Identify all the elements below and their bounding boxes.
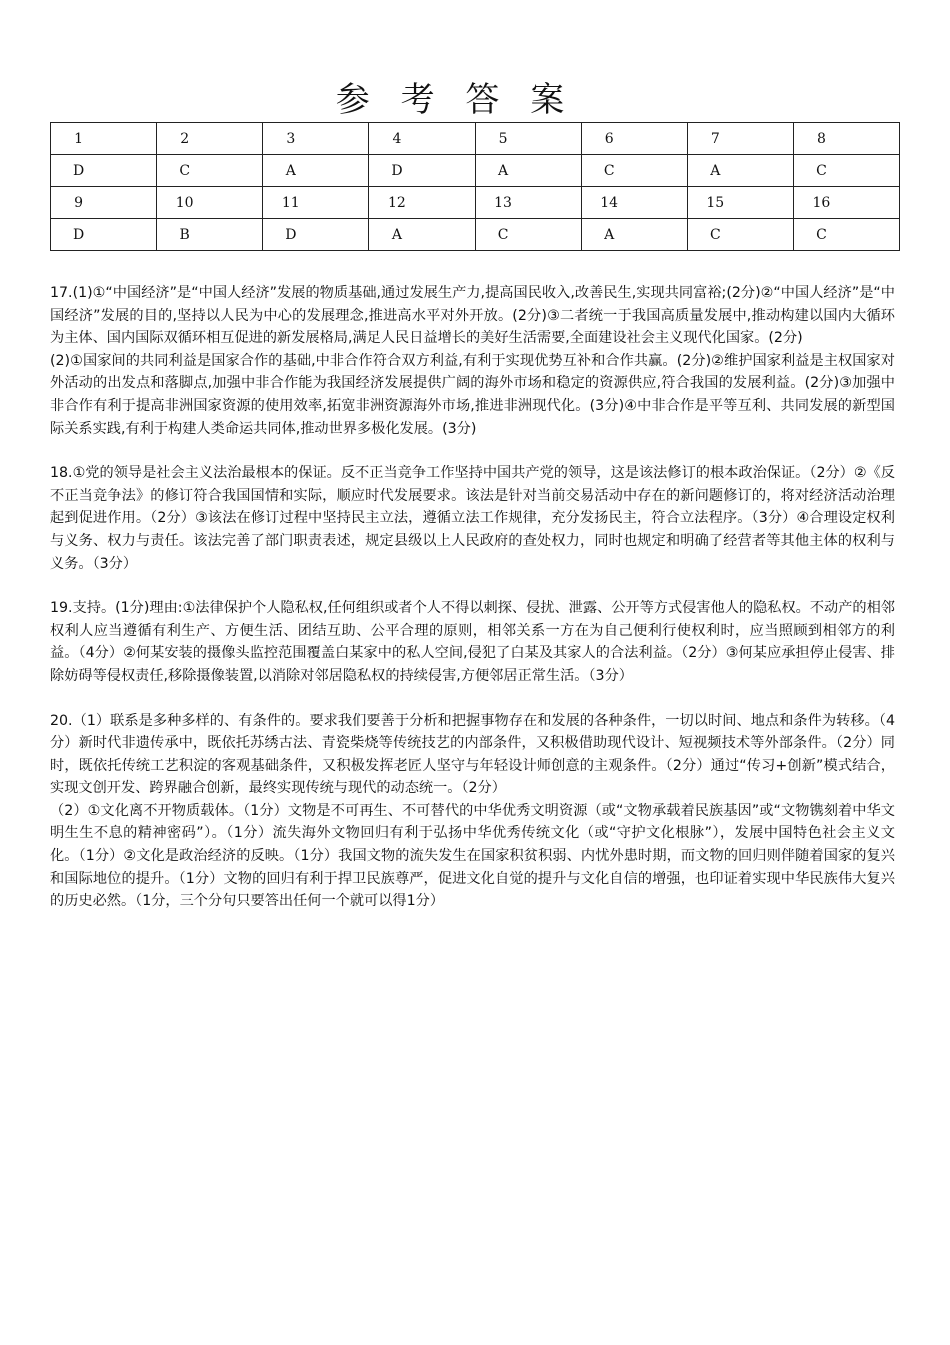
answer-letter: D <box>72 162 85 179</box>
section-gap <box>50 440 895 462</box>
answer-letter: C <box>603 162 615 179</box>
question-number-cell <box>344 123 450 155</box>
question-number-cell <box>26 123 132 155</box>
answer-letter-cell <box>556 155 662 187</box>
q20-part1-answer: 20.（1）联系是多种多样的、有条件的。要求我们要善于分析和把握事物存在和发展的各种条件，一切以时间、地点和条件为转移。（4分）新时代非遗传承中，既依托苏绣古法、青瓷柴烧等传统技艺的内部条件，又积极借助现代设计、短视频技术等外部条件。（2分）同时，既依托传统工艺积淀的客观基础条件，又积极发挥老匠人坚守与年轻设计师创意的主观条件。（2分）通过“传习+创新”模式结合，实现文创开发、跨界融合创新，最终实现传统与现代的动态统一。（2分） <box>50 712 895 797</box>
question-number-cell <box>26 187 132 219</box>
question-number: 4 <box>392 130 402 147</box>
question-number-cell <box>132 123 238 155</box>
question-number: 15 <box>706 194 725 211</box>
question-number: 5 <box>498 130 508 147</box>
question-number-row <box>51 187 900 219</box>
section-gap <box>50 688 895 710</box>
answer-letter-cell <box>132 219 238 251</box>
q18-answer: 18.①党的领导是社会主义法治最根本的保证。反不正当竞争工作坚持中国共产党的领导，这是该法修订的根本政治保证。（2分）②《反不正当竞争法》的修订符合我国国情和实际，顺应时代发展要求。该法是针对当前交易活动中存在的新问题修订的，将对经济活动治理起到促进作用。（2分）③该法在修订过程中坚持民主立法，遵循立法工作规律，充分发扬民主，符合立法程序。（3分）④合理设定权利与义务、权力与责任。该法完善了部门职责表述，规定县级以上人民政府的查处权力，同时也规定和明确了经营者等其他主体的权利与义务。（3分） <box>50 465 895 572</box>
question-number-cell <box>662 123 768 155</box>
q17-part1-answer: 17.(1)①“中国经济”是“中国人经济”发展的物质基础,通过发展生产力,提高国民收入,改善民生,实现共同富裕;(2分)②“中国人经济”是“中国经济”发展的目的,坚持以人民为中心的发展理念,推进高水平对外开放。(2分)③二者统一于我国高质量发展中,推动构建以国内大循环为主体、国内国际双循环相互促进的新发展格局,满足人民日益增长的美好生活需要,全面建设社会主义现代化国家。(2分) <box>50 285 895 347</box>
answer-letter: A <box>285 162 296 179</box>
answer-key-table-body <box>51 123 900 251</box>
answer-letter-cell <box>238 219 344 251</box>
answer-letter: A <box>604 226 615 243</box>
answer-letter-cell <box>450 155 556 187</box>
answer-letter-cell <box>344 155 450 187</box>
answer-key-table <box>50 122 900 251</box>
subjective-answers <box>50 282 895 913</box>
answer-letter: D <box>72 226 85 243</box>
answer-letter: C <box>179 162 191 179</box>
question-number: 6 <box>604 130 614 147</box>
answer-letter-cell <box>238 155 344 187</box>
question-number-cell <box>450 123 556 155</box>
answer-letter: A <box>498 162 509 179</box>
question-number: 14 <box>600 194 619 211</box>
question-number-cell <box>768 187 874 219</box>
q20-part2-answer: （2）①文化离不开物质载体。（1分）文物是不可再生、不可替代的中华优秀文明资源（或“文物承载着民族基因”或“文物镌刻着中华文明生生不息的精神密码”）。（1分）流失海外文物回归有利于弘扬中华优秀传统文化（或“守护文化根脉”），发展中国特色社会主义文化。（1分）②文化是政治经济的反映。（1分）我国文物的流失发生在国家积贫积弱、内忧外患时期，而文物的回归则伴随着国家的复兴和国际地位的提升。（1分）文物的回归有利于捍卫民族尊严，促进文化自觉的提升与文化自信的增强，也印证着实现中华民族伟大复兴的历史必然。（1分，三个分句只要答出任何一个就可以得1分） <box>50 802 895 910</box>
question-number: 16 <box>812 194 831 211</box>
question-number: 11 <box>281 194 300 211</box>
question-number-cell <box>768 123 874 155</box>
answer-letter-cell <box>768 219 874 251</box>
answer-letter: C <box>816 162 827 179</box>
question-number-cell <box>344 187 450 219</box>
question-number: 10 <box>175 194 194 211</box>
answer-letter-cell <box>344 219 450 251</box>
answer-letter-cell <box>662 219 768 251</box>
question-number-cell <box>556 187 662 219</box>
answer-letter: B <box>179 226 190 243</box>
answer-letter: C <box>497 226 509 243</box>
answer-letter: D <box>391 162 403 179</box>
answer-letter: A <box>391 226 402 243</box>
question-number-cell <box>556 123 662 155</box>
answer-letter-row <box>51 155 900 187</box>
answer-letter-cell <box>662 155 768 187</box>
answer-letter-cell <box>556 219 662 251</box>
question-number: 3 <box>286 130 296 147</box>
answer-letter: C <box>709 226 721 243</box>
section-gap <box>50 575 895 597</box>
question-number-cell <box>662 187 768 219</box>
q19-answer: 19.支持。(1分)理由:①法律保护个人隐私权,任何组织或者个人不得以刺探、侵扰、泄露、公开等方式侵害他人的隐私权。不动产的相邻权利人应当遵循有利生产、方便生活、团结互助、公平合理的原则，相邻关系一方在为自己便利行使权利时，应当照顾到相邻方的利益。（4分）②何某安装的摄像头监控范围覆盖白某家中的私人空间,侵犯了白某及其家人的合法利益。（2分）③何某应承担停止侵害、排除妨碍等侵权责任,移除摄像装置,以消除对邻居隐私权的持续侵害,方便邻居正常生活。（3分） <box>50 600 895 684</box>
question-number-row <box>51 123 900 155</box>
question-number: 8 <box>816 130 826 147</box>
question-number: 7 <box>710 130 720 147</box>
answer-letter-cell <box>26 155 132 187</box>
question-number-cell <box>238 123 344 155</box>
question-number-cell <box>132 187 238 219</box>
answer-letter: D <box>285 226 297 243</box>
question-number: 2 <box>180 130 190 147</box>
question-number: 1 <box>74 130 84 147</box>
answer-letter-row <box>51 219 900 251</box>
question-number-cell <box>238 187 344 219</box>
answer-letter-cell <box>26 219 132 251</box>
page-title: 参 考 答 案 <box>335 80 575 120</box>
answer-letter: C <box>816 226 827 243</box>
question-number: 9 <box>74 194 84 211</box>
q17-part2-answer: (2)①国家间的共同利益是国家合作的基础,中非合作符合双方利益,有利于实现优势互补和合作共赢。(2分)②维护国家利益是主权国家对外活动的出发点和落脚点,加强中非合作能为我国经济发展提供广阔的海外市场和稳定的资源供应,符合我国的发展利益。(2分)③加强中非合作有利于提高非洲国家资源的使用效率,拓宽非洲资源海外市场,推进非洲现代化。(3分)④中非合作是平等互利、共同发展的新型国际关系实践,有利于构建人类命运共同体,推动世界多极化发展。(3分) <box>50 352 895 437</box>
answer-letter: A <box>710 162 721 179</box>
answer-letter-cell <box>450 219 556 251</box>
answer-letter-cell <box>132 155 238 187</box>
question-number: 12 <box>388 194 406 211</box>
question-number: 13 <box>494 194 512 211</box>
question-number-cell <box>450 187 556 219</box>
answer-letter-cell <box>768 155 874 187</box>
